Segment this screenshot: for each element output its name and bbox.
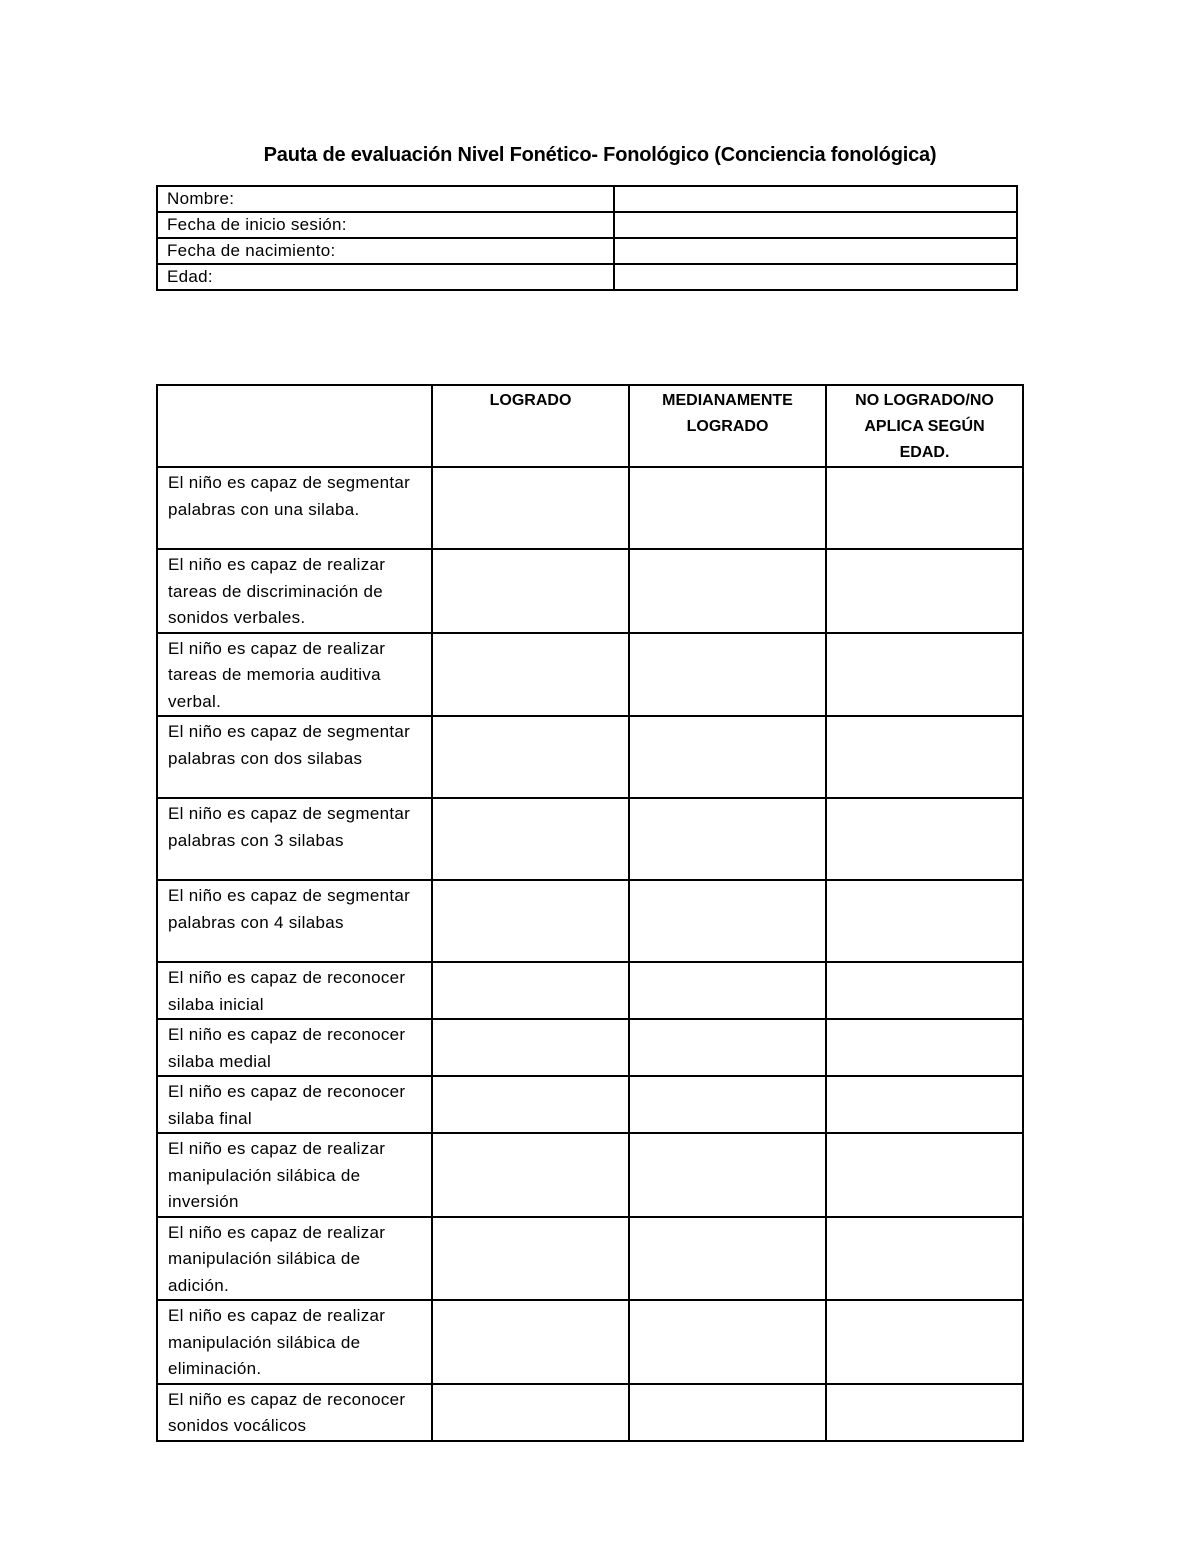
no-logrado-cell[interactable] — [826, 1384, 1023, 1441]
logrado-cell[interactable] — [432, 1076, 629, 1133]
medianamente-logrado-cell[interactable] — [629, 1217, 826, 1301]
info-value-session-start[interactable] — [614, 212, 1017, 238]
criterion-row — [157, 1133, 1023, 1217]
info-label-name: Nombre: — [157, 186, 614, 212]
no-logrado-cell[interactable] — [826, 798, 1023, 880]
info-value-age[interactable] — [614, 264, 1017, 290]
no-logrado-cell[interactable] — [826, 1217, 1023, 1301]
criterion-row — [157, 1076, 1023, 1133]
criterion-label: El niño es capaz de reconocer sonidos vocálicos — [157, 1384, 432, 1441]
criterion-row — [157, 716, 1023, 798]
medianamente-logrado-cell[interactable] — [629, 962, 826, 1019]
no-logrado-cell[interactable] — [826, 962, 1023, 1019]
no-logrado-cell[interactable] — [826, 1133, 1023, 1217]
criterion-label: El niño es capaz de realizar tareas de discriminación de sonidos verbales. — [157, 549, 432, 633]
no-logrado-cell[interactable] — [826, 633, 1023, 717]
criterion-row — [157, 633, 1023, 717]
info-row-session-start — [157, 212, 1017, 238]
logrado-cell[interactable] — [432, 1133, 629, 1217]
logrado-cell[interactable] — [432, 1019, 629, 1076]
medianamente-logrado-cell[interactable] — [629, 1133, 826, 1217]
criterion-label: El niño es capaz de reconocer silaba medial — [157, 1019, 432, 1076]
criterion-row — [157, 1019, 1023, 1076]
logrado-cell[interactable] — [432, 1384, 629, 1441]
medianamente-logrado-cell[interactable] — [629, 1019, 826, 1076]
logrado-cell[interactable] — [432, 880, 629, 962]
medianamente-logrado-cell[interactable] — [629, 633, 826, 717]
criterion-row — [157, 880, 1023, 962]
criterion-row — [157, 467, 1023, 549]
medianamente-logrado-cell[interactable] — [629, 716, 826, 798]
criterion-row — [157, 962, 1023, 1019]
criterion-label: El niño es capaz de reconocer silaba final — [157, 1076, 432, 1133]
no-logrado-cell[interactable] — [826, 716, 1023, 798]
logrado-cell[interactable] — [432, 633, 629, 717]
evaluation-header-row — [157, 385, 1023, 467]
logrado-cell[interactable] — [432, 798, 629, 880]
medianamente-logrado-cell[interactable] — [629, 1300, 826, 1384]
no-logrado-cell[interactable] — [826, 1076, 1023, 1133]
info-value-birth-date[interactable] — [614, 238, 1017, 264]
medianamente-logrado-cell[interactable] — [629, 880, 826, 962]
evaluation-table — [156, 384, 1024, 1442]
info-value-name[interactable] — [614, 186, 1017, 212]
no-logrado-cell[interactable] — [826, 549, 1023, 633]
medianamente-logrado-cell[interactable] — [629, 1076, 826, 1133]
info-row-age — [157, 264, 1017, 290]
criterion-label: El niño es capaz de realizar tareas de memoria auditiva verbal. — [157, 633, 432, 717]
header-no-logrado: NO LOGRADO/NO APLICA SEGÚN EDAD. — [826, 385, 1023, 467]
criterion-label: El niño es capaz de segmentar palabras con dos silabas — [157, 716, 432, 798]
no-logrado-cell[interactable] — [826, 467, 1023, 549]
no-logrado-cell[interactable] — [826, 1019, 1023, 1076]
criterion-label: El niño es capaz de reconocer silaba inicial — [157, 962, 432, 1019]
logrado-cell[interactable] — [432, 962, 629, 1019]
info-row-name — [157, 186, 1017, 212]
info-row-birth-date — [157, 238, 1017, 264]
criterion-label: El niño es capaz de segmentar palabras con 3 silabas — [157, 798, 432, 880]
header-criterion — [157, 385, 432, 467]
header-medianamente-logrado: MEDIANAMENTE LOGRADO — [629, 385, 826, 467]
criterion-label: El niño es capaz de realizar manipulación silábica de eliminación. — [157, 1300, 432, 1384]
criterion-row — [157, 1217, 1023, 1301]
criterion-label: El niño es capaz de segmentar palabras con una silaba. — [157, 467, 432, 549]
criterion-row — [157, 549, 1023, 633]
medianamente-logrado-cell[interactable] — [629, 467, 826, 549]
info-label-birth-date: Fecha de nacimiento: — [157, 238, 614, 264]
criterion-label: El niño es capaz de realizar manipulación silábica de inversión — [157, 1133, 432, 1217]
no-logrado-cell[interactable] — [826, 880, 1023, 962]
student-info-table — [156, 185, 1018, 291]
logrado-cell[interactable] — [432, 549, 629, 633]
criterion-label: El niño es capaz de segmentar palabras con 4 silabas — [157, 880, 432, 962]
document-title: Pauta de evaluación Nivel Fonético- Fonológico (Conciencia fonológica) — [263, 144, 937, 166]
logrado-cell[interactable] — [432, 1217, 629, 1301]
medianamente-logrado-cell[interactable] — [629, 798, 826, 880]
logrado-cell[interactable] — [432, 467, 629, 549]
medianamente-logrado-cell[interactable] — [629, 1384, 826, 1441]
info-label-age: Edad: — [157, 264, 614, 290]
logrado-cell[interactable] — [432, 716, 629, 798]
info-label-session-start: Fecha de inicio sesión: — [157, 212, 614, 238]
criterion-row — [157, 1300, 1023, 1384]
criterion-label: El niño es capaz de realizar manipulación silábica de adición. — [157, 1217, 432, 1301]
criterion-row — [157, 1384, 1023, 1441]
header-logrado: LOGRADO — [432, 385, 629, 467]
logrado-cell[interactable] — [432, 1300, 629, 1384]
criterion-row — [157, 798, 1023, 880]
no-logrado-cell[interactable] — [826, 1300, 1023, 1384]
medianamente-logrado-cell[interactable] — [629, 549, 826, 633]
